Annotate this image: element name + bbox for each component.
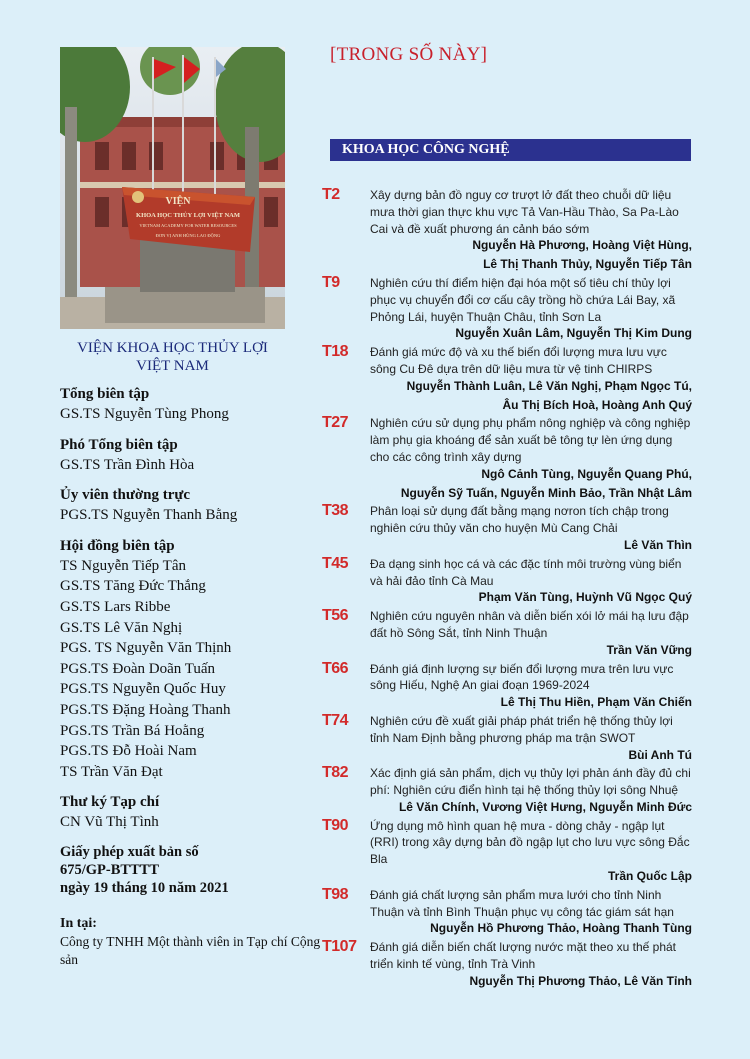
editorial-member: PGS.TS Nguyễn Quốc Huy	[60, 681, 226, 698]
editorial-member: TS Nguyễn Tiếp Tân	[60, 557, 186, 574]
toc-page-number: T107	[322, 938, 357, 956]
toc-page-number: T98	[322, 885, 349, 903]
toc-entry[interactable]	[322, 887, 692, 937]
toc-article-title[interactable]: Xây dựng bản đồ nguy cơ trượt lở đất theo chuỗi dữ liệu mưa thời gian thực khu vực Tả Van-Hầu Thào, Sa Pa-Lào Cai và đề xuất phương án cảnh báo sớm	[370, 188, 679, 236]
printer-title: In tại:	[60, 915, 97, 931]
toc-entry[interactable]	[322, 275, 692, 342]
editorial-member: GS.TS Lars Ribbe	[60, 598, 171, 615]
toc-authors: Nguyễn Hồ Phương Thảo, Hoàng Thanh Tùng	[430, 921, 692, 936]
editorial-member: CN Vũ Thị Tình	[60, 814, 159, 831]
toc-entry[interactable]	[322, 503, 692, 553]
editorial-section	[60, 792, 330, 833]
toc-page-number: T90	[322, 816, 349, 834]
institution-name: VIỆN KHOA HỌC THỦY LỢI VIỆT NAM	[77, 340, 268, 374]
institute-photo	[60, 47, 285, 329]
toc-authors: Trần Quốc Lập	[607, 869, 692, 884]
toc-authors: Nguyễn Thành Luân, Lê Văn Nghị, Phạm Ngọc Tú,	[406, 378, 692, 393]
editorial-member: PGS. TS Nguyễn Văn Thịnh	[60, 640, 232, 657]
toc-page-number: T74	[322, 711, 349, 729]
toc-entry[interactable]	[322, 661, 692, 711]
toc-article-title[interactable]: Phân loại sử dụng đất bằng mạng nơron tích chập trong nghiên cứu thủy văn cho huyện Mù Cang Chải	[370, 504, 669, 536]
toc-entry[interactable]	[322, 818, 692, 885]
toc-page-number: T2	[322, 186, 340, 203]
toc-article-title[interactable]: Nghiên cứu sử dụng phụ phẩm nông nghiệp và công nghiệp làm phụ gia khoáng để sản xuất bê tông tự lèn ứng dụng cho các công trình xây dựng	[370, 416, 691, 464]
license-line: 675/GP-BTTTT	[60, 861, 160, 878]
publishing-license	[60, 843, 330, 897]
editorial-section-title: Phó Tổng biên tập	[60, 436, 178, 453]
editorial-section-title: Hội đồng biên tập	[60, 537, 175, 554]
toc-authors: Nguyễn Hà Phương, Hoàng Việt Hùng,	[472, 238, 692, 253]
editorial-section	[60, 536, 330, 783]
toc-article-title[interactable]: Đánh giá chất lượng sản phẩm mưa lưới cho tỉnh Ninh Thuận và tỉnh Bình Thuận phục vụ công tác giám sát hạn	[370, 887, 674, 919]
sign-line1: VIỆN	[165, 196, 191, 207]
toc-entry[interactable]	[322, 187, 692, 273]
toc-article-title[interactable]: Ứng dụng mô hình quan hệ mưa - dòng chảy - ngập lụt (RRI) trong xây dựng bản đồ ngập lụt cho lưu vực sông Đắc Bla	[370, 818, 690, 867]
editorial-member: PGS.TS Trần Bá Hoằng	[60, 722, 205, 739]
toc-authors: Lê Văn Thìn	[623, 537, 692, 552]
editorial-board	[60, 384, 330, 969]
toc-article-title[interactable]: Đánh giá định lượng sự biến đổi lượng mưa trên lưu vực sông Hiếu, Nghệ An giai đoạn 1969-2024	[370, 661, 674, 693]
toc-page-number: T9	[322, 273, 340, 291]
section-bar: KHOA HỌC CÔNG NGHỆ	[330, 139, 691, 161]
toc-authors: Lê Thị Thanh Thủy, Nguyễn Tiếp Tân	[483, 257, 692, 272]
license-line: Giấy phép xuất bản số	[60, 843, 199, 860]
toc-article-title[interactable]: Nghiên cứu nguyên nhân và diễn biến xói lở mái hạ lưu đập đất hồ Sông Sắt, tỉnh Ninh Thuận	[370, 609, 689, 640]
editorial-member: GS.TS Tăng Đức Thắng	[60, 578, 206, 595]
sign-line3: VIETNAM ACADEMY FOR WATER RESOURCES	[139, 223, 237, 228]
toc-entry[interactable]	[322, 608, 692, 658]
editorial-member: PGS.TS Đỗ Hoài Nam	[60, 743, 197, 760]
toc-authors: Trần Văn Vững	[606, 642, 692, 657]
toc-authors: Âu Thị Bích Hoà, Hoàng Anh Quý	[502, 397, 692, 412]
toc-page-number: T27	[322, 414, 349, 432]
editorial-member: GS.TS Nguyễn Tùng Phong	[60, 406, 229, 422]
toc-authors: Bùi Anh Tú	[628, 747, 692, 762]
license-line: ngày 19 tháng 10 năm 2021	[60, 879, 229, 896]
toc-entry[interactable]	[322, 939, 692, 989]
editorial-section-title: Thư ký Tạp chí	[60, 794, 160, 811]
printer-name: Công ty TNHH Một thành viên in Tạp chí Cộng sản	[60, 933, 321, 967]
toc-page-number: T66	[322, 659, 349, 677]
toc-authors: Phạm Văn Tùng, Huỳnh Vũ Ngọc Quý	[478, 590, 692, 605]
toc-entry[interactable]	[322, 415, 692, 501]
toc-authors: Ngô Cảnh Tùng, Nguyễn Quang Phú,	[481, 466, 692, 481]
toc-entry[interactable]	[322, 713, 692, 763]
page-heading: [TRONG SỐ NÀY]	[330, 44, 488, 65]
editorial-member: PGS.TS Đoàn Doãn Tuấn	[60, 660, 216, 677]
toc-article-title[interactable]: Nghiên cứu thí điểm hiện đại hóa một số tiêu chí thủy lợi phục vụ chuyển đổi cơ cấu cây trồng hồ chứa Lái Bay, xã Phỏng Lái, huyện Thuận Châu, tỉnh Sơn La	[370, 275, 676, 324]
editorial-member: TS Trần Văn Đạt	[60, 763, 163, 780]
toc-article-title[interactable]: Đánh giá mức độ và xu thế biến đổi lượng mưa lưu vực sông Cu Đê dựa trên dữ liệu mưa từ vệ tinh CHIRPS	[370, 345, 667, 376]
editorial-member: GS.TS Trần Đình Hòa	[60, 456, 195, 473]
toc-page-number: T45	[322, 554, 349, 572]
toc-authors: Lê Văn Chính, Vương Việt Hưng, Nguyễn Minh Đức	[398, 799, 692, 814]
editorial-member: PGS.TS Đặng Hoàng Thanh	[60, 701, 231, 718]
toc-entry[interactable]	[322, 556, 692, 606]
editorial-section-title: Ủy viên thường trực	[60, 487, 191, 504]
editorial-member: PGS.TS Nguyễn Thanh Bằng	[60, 507, 238, 524]
editorial-member: GS.TS Lê Văn Nghị	[60, 619, 183, 636]
toc-authors: Nguyễn Xuân Lâm, Nguyễn Thị Kim Dung	[455, 326, 692, 341]
toc-article-title[interactable]: Đa dạng sinh học cá và các đặc tính môi trường vùng biển và hải đảo tỉnh Cà Mau	[370, 556, 682, 588]
editorial-section	[60, 485, 330, 526]
toc-article-title[interactable]: Nghiên cứu đề xuất giải pháp phát triển hệ thống thủy lợi tỉnh Nam Định bằng phương pháp ma trận SWOT	[370, 713, 673, 745]
toc-page-number: T56	[322, 607, 349, 625]
toc-entry[interactable]	[322, 765, 692, 815]
table-of-contents	[322, 187, 692, 992]
toc-authors: Nguyễn Thị Phương Thảo, Lê Văn Tỉnh	[469, 973, 692, 988]
toc-page-number: T82	[322, 764, 349, 782]
toc-entry[interactable]	[322, 344, 692, 413]
editorial-section	[60, 435, 330, 476]
toc-article-title[interactable]: Đánh giá diễn biến chất lượng nước mặt theo xu thế phát triển kinh tế vùng, tỉnh Trà Vinh	[370, 940, 676, 972]
toc-authors: Nguyễn Sỹ Tuấn, Nguyễn Minh Bảo, Trần Nhật Lâm	[400, 485, 692, 500]
toc-article-title[interactable]: Xác định giá sản phẩm, dịch vụ thủy lợi phản ánh đầy đủ chi phí: Nghiên cứu điển hình tại hệ thống thủy lợi sông Nhuệ	[370, 766, 691, 798]
toc-page-number: T38	[322, 502, 349, 520]
sign-line4: ĐƠN VỊ ANH HÙNG LAO ĐỘNG	[155, 233, 221, 238]
toc-page-number: T18	[322, 343, 349, 361]
editorial-section	[60, 384, 330, 425]
editorial-section-title: Tổng biên tập	[60, 386, 150, 402]
sign-line2: KHOA HỌC THỦY LỢI VIỆT NAM	[136, 212, 240, 219]
toc-authors: Lê Thị Thu Hiền, Phạm Văn Chiến	[500, 695, 692, 710]
